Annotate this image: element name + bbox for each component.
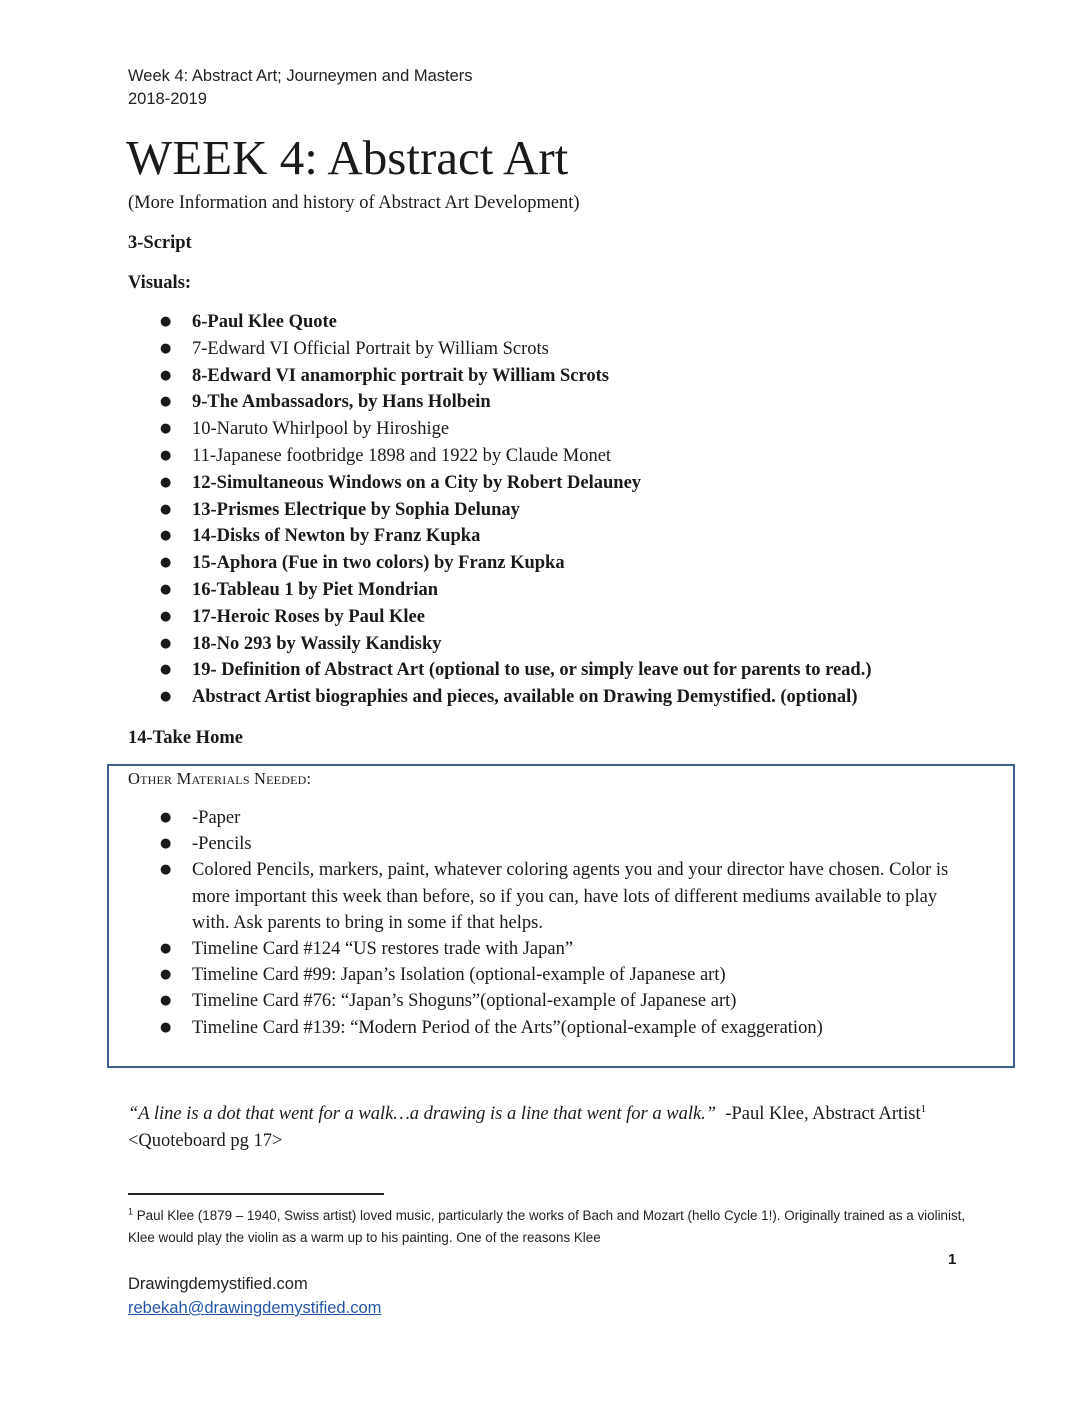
page-title: WEEK 4: Abstract Art bbox=[126, 130, 569, 185]
visuals-list bbox=[0, 309, 872, 711]
visual-item-text: 8-Edward VI anamorphic portrait by William Scrots bbox=[192, 365, 609, 386]
visual-item bbox=[0, 416, 872, 443]
visual-item-text: 11-Japanese footbridge 1898 and 1922 by Claude Monet bbox=[192, 445, 612, 466]
visual-item-text: 10-Naruto Whirlpool by Hiroshige bbox=[192, 419, 450, 440]
material-item bbox=[0, 1015, 1000, 1041]
bullet-icon: ● bbox=[160, 662, 172, 678]
bullet-icon: ● bbox=[160, 447, 172, 463]
klee-quote bbox=[128, 1101, 958, 1155]
bullet-icon: ● bbox=[160, 501, 172, 517]
page-number: 1 bbox=[948, 1251, 957, 1268]
material-item bbox=[0, 936, 1000, 962]
page-subtitle: (More Information and history of Abstract Art Development) bbox=[128, 193, 580, 213]
material-item-text: Timeline Card #99: Japan’s Isolation (optional-example of Japanese art) bbox=[192, 965, 726, 986]
bullet-icon: ● bbox=[160, 608, 172, 624]
visual-item-text: 19- Definition of Abstract Art (optional to use, or simply leave out for parents to read.) bbox=[192, 660, 872, 681]
bullet-icon: ● bbox=[160, 367, 172, 383]
visual-item-text: 12-Simultaneous Windows on a City by Robert Delauney bbox=[192, 472, 642, 493]
footnote-mark: 1 bbox=[128, 1206, 134, 1217]
visual-item-text: 7-Edward VI Official Portrait by William Scrots bbox=[192, 338, 549, 359]
visual-item bbox=[0, 309, 872, 336]
material-item-text: Timeline Card #139: “Modern Period of the Arts”(optional-example of exaggeration) bbox=[192, 1017, 823, 1038]
visual-item bbox=[0, 657, 872, 684]
bullet-icon: ● bbox=[160, 555, 172, 571]
bullet-icon: ● bbox=[160, 941, 172, 957]
bullet-icon: ● bbox=[160, 635, 172, 651]
visual-item bbox=[0, 684, 872, 711]
bullet-icon: ● bbox=[160, 1019, 172, 1035]
header-year: 2018-2019 bbox=[128, 90, 207, 108]
visual-item-text: 6-Paul Klee Quote bbox=[192, 312, 337, 332]
running-header bbox=[128, 65, 473, 111]
script-label: 3-Script bbox=[128, 233, 192, 253]
quote-text: “A line is a dot that went for a walk…a drawing is a line that went for a walk.” bbox=[128, 1104, 717, 1124]
footnote-divider bbox=[128, 1193, 384, 1195]
visual-item bbox=[0, 577, 872, 604]
bullet-icon: ● bbox=[160, 314, 172, 329]
footer-email-link[interactable]: rebekah@drawingdemystified.com bbox=[128, 1299, 382, 1317]
bullet-icon: ● bbox=[160, 836, 172, 852]
visual-item bbox=[0, 497, 872, 524]
material-item-text: -Paper bbox=[192, 808, 241, 828]
material-item bbox=[0, 988, 1000, 1014]
visual-item-text: 14-Disks of Newton by Franz Kupka bbox=[192, 526, 481, 547]
visual-item bbox=[0, 523, 872, 550]
take-home-label: 14-Take Home bbox=[128, 728, 243, 748]
bullet-icon: ● bbox=[160, 689, 172, 705]
visual-item-text: 16-Tableau 1 by Piet Mondrian bbox=[192, 579, 439, 600]
footnote-ref[interactable]: 1 bbox=[920, 1102, 927, 1115]
header-title: Week 4: Abstract Art; Journeymen and Masters bbox=[128, 67, 473, 85]
visual-item bbox=[0, 336, 872, 363]
footer-site: Drawingdemystified.com bbox=[128, 1275, 308, 1293]
visual-item bbox=[0, 470, 872, 497]
bullet-icon: ● bbox=[160, 810, 172, 825]
visual-item bbox=[0, 631, 872, 658]
visual-item-text: 17-Heroic Roses by Paul Klee bbox=[192, 606, 425, 627]
visuals-label: Visuals: bbox=[128, 273, 192, 293]
quoteboard-ref: <Quoteboard pg 17> bbox=[128, 1131, 283, 1151]
bullet-icon: ● bbox=[160, 993, 172, 1009]
visual-item-text: Abstract Artist biographies and pieces, available on Drawing Demystified. (optional) bbox=[192, 687, 858, 708]
material-item bbox=[0, 857, 1000, 936]
footnote bbox=[128, 1205, 968, 1249]
bullet-icon: ● bbox=[160, 421, 172, 437]
material-item-text: -Pencils bbox=[192, 834, 252, 855]
visual-item-text: 18-No 293 by Wassily Kandisky bbox=[192, 633, 442, 654]
visual-item-text: 13-Prismes Electrique by Sophia Delunay bbox=[192, 499, 520, 520]
bullet-icon: ● bbox=[160, 474, 172, 490]
page-footer bbox=[128, 1272, 381, 1320]
material-item-text: Colored Pencils, markers, paint, whatever coloring agents you and your director have chosen. Color is more important this week than before, so if you can, have lots of different mediums available to play with. Ask parents to bring in some if that helps. bbox=[192, 860, 949, 933]
material-item-text: Timeline Card #124 “US restores trade with Japan” bbox=[192, 939, 574, 960]
visual-item-text: 15-Aphora (Fue in two colors) by Franz Kupka bbox=[192, 553, 565, 574]
bullet-icon: ● bbox=[160, 528, 172, 544]
visual-item-text: 9-The Ambassadors, by Hans Holbein bbox=[192, 392, 491, 413]
materials-list bbox=[0, 805, 1000, 1041]
bullet-icon: ● bbox=[160, 394, 172, 410]
bullet-icon: ● bbox=[160, 862, 172, 878]
materials-heading: Other Materials Needed: bbox=[128, 769, 312, 788]
quote-attribution: -Paul Klee, Abstract Artist bbox=[725, 1104, 921, 1124]
visual-item bbox=[0, 443, 872, 470]
material-item bbox=[0, 805, 1000, 831]
bullet-icon: ● bbox=[160, 340, 172, 356]
visual-item bbox=[0, 363, 872, 390]
material-item bbox=[0, 831, 1000, 857]
footnote-text: Paul Klee (1879 – 1940, Swiss artist) loved music, particularly the works of Bach and Mozart (hello Cycle 1!). Originally trained as a violinist, Klee would play the violin as a warm up to his painting. One of the reasons Klee bbox=[128, 1208, 966, 1245]
visual-item bbox=[0, 604, 872, 631]
visual-item bbox=[0, 550, 872, 577]
bullet-icon: ● bbox=[160, 967, 172, 983]
material-item bbox=[0, 962, 1000, 988]
bullet-icon: ● bbox=[160, 581, 172, 597]
material-item-text: Timeline Card #76: “Japan’s Shoguns”(optional-example of Japanese art) bbox=[192, 991, 737, 1012]
visual-item bbox=[0, 389, 872, 416]
